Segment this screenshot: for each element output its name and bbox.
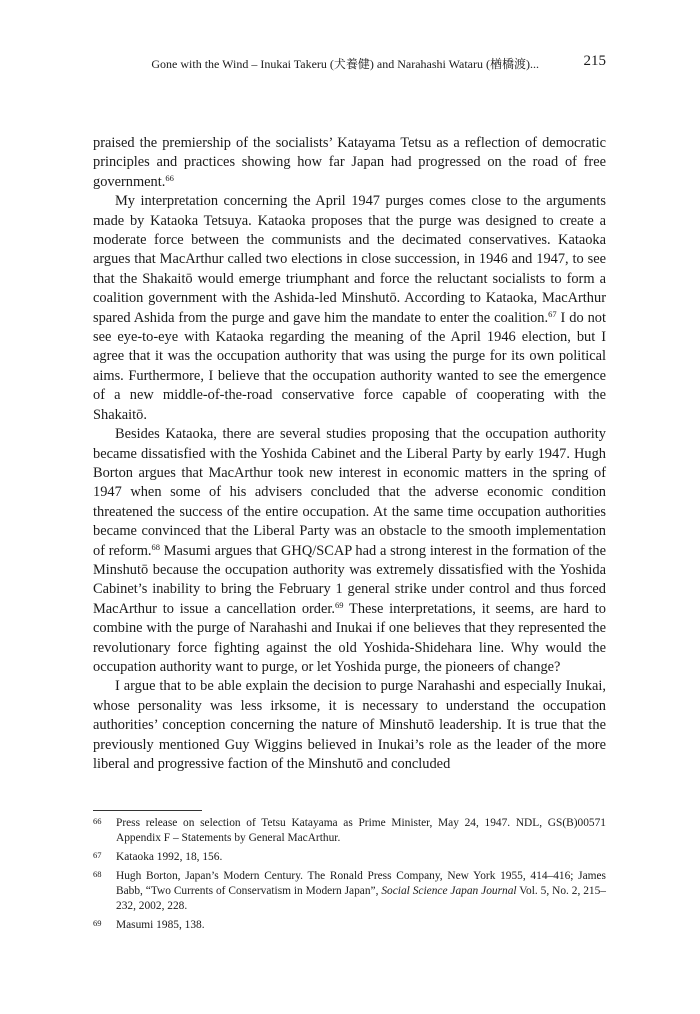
footnote-divider (93, 810, 202, 811)
running-title: Gone with the Wind – Inukai Takeru (犬養健) and Narahashi Wataru (楢橋渡)... (151, 57, 539, 71)
paragraph-4: I argue that to be able explain the decision to purge Narahashi and especially Inukai, whose personality was less irksome, it is necessary to understand the occupation authorities’ conception concerning the nature of Minshutō leadership. It is true that the previously mentioned Guy Wiggins believed in Inukai’s role as the leader of the more liberal and progressive faction of the Minshutō and concluded (93, 678, 606, 772)
paragraph-1: praised the premiership of the socialists’ Katayama Tetsu as a reflection of democratic principles and practices showing how far Japan had progressed on the road of free government.$^{66}$ (93, 135, 606, 190)
footnote-text: Masumi 1985, 138. (116, 919, 205, 931)
page-number: 215 (583, 53, 606, 69)
footnote-number: 69 (93, 918, 102, 928)
footnote-number: 67 (93, 850, 102, 860)
footnote-68 (93, 869, 606, 914)
journal-title: Social Science Japan Journal (381, 885, 517, 897)
footnote-67 (93, 850, 606, 865)
footnote-ref-67[interactable]: 67 (548, 308, 557, 319)
footnote-ref-69[interactable]: 69 (334, 599, 344, 610)
footnote-text: Hugh Borton, Japan’s Modern Century. The Ronald Press Company, New York 1955, 414–416; James Babb, “Two Currents of Conservatism in Modern Japan”, Social Science Japan Journal Vol. 5, No. 2, 215–232, 2002, 228. (116, 870, 606, 912)
footnote-number: 66 (93, 816, 102, 826)
paragraph-2: My interpretation concerning the April 1947 purges comes close to the arguments made by Kataoka Tetsuya. Kataoka proposes that the purge was designed to create a moderate force between the communists and the decimated conservatives. Kataoka argues that MacArthur called two elections in close succession, in 1946 and 1947, to see that the Shakaitō would emerge triumphant and force the reluctant socialists to form a coalition government with the Ashida-led Minshutō. According to Kataoka, MacArthur spared Ashida from the purge and gave him the mandate to enter the coalition.$^{67}$ I do not see eye-to-eye with Kataoka regarding the meaning of the April 1946 election, but I agree that it was the occupation authority that was using the purge for its own political aims. Furthermore, I believe that the occupation authority wanted to see the emergence of a new middle-of-the-road conservative force capable of cooperating with the Shakaitō. (93, 193, 606, 423)
running-head (93, 55, 606, 73)
footnote-text: Press release on selection of Tetsu Katayama as Prime Minister, May 24, 1947. NDL, GS(B)00571 Appendix F – Statements by General MacArthur. (116, 817, 606, 844)
footnotes (93, 816, 606, 937)
footnote-text: Kataoka 1992, 18, 156. (116, 851, 223, 863)
paragraph-3: Besides Kataoka, there are several studies proposing that the occupation authority became dissatisfied with the Yoshida Cabinet and the Liberal Party by early 1947. Hugh Borton argues that MacArthur took new interest in economic matters in the spring of 1947 when some of his advisers concluded that the adverse economic condition threatened the success of the entire occupation. At the same time occupation authorities became convinced that the Liberal Party was an obstacle to the smooth implementation of reform.$^{68}$ Masumi argues that GHQ/SCAP had a strong interest in the formation of the Minshutō because the occupation authority was extremely dissatisfied with the Yoshida Cabinet’s inability to bring the February 1 general strike under control and thus forced MacArthur to issue a cancellation order.$^{69}$ These interpretations, it seems, are hard to combine with the purge of Narahashi and Inukai if one believes that they represented the revolutionary force fighting against the old Yoshida-Shidehara line. Why would the occupation authority want to purge, or let Yoshida purge, the pioneers of change? (93, 426, 607, 675)
footnote-ref-66[interactable]: 66 (165, 172, 174, 183)
main-text (93, 134, 606, 774)
footnote-69 (93, 918, 606, 933)
footnote-ref-68[interactable]: 68 (151, 541, 160, 552)
footnote-66 (93, 816, 606, 846)
footnote-number: 68 (93, 869, 102, 879)
